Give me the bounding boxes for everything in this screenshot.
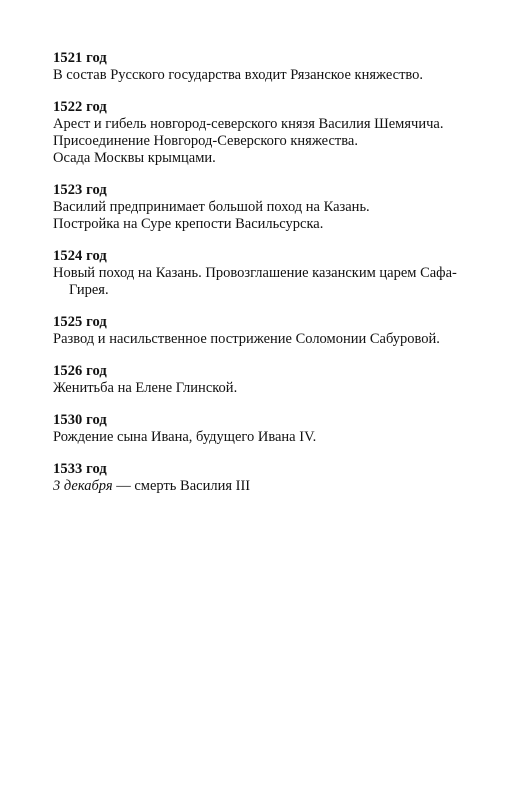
entry-text: Развод и насильственное пострижение Соломонии Сабуровой.: [53, 331, 440, 347]
chronology-list: [53, 50, 483, 510]
chronology-entry-1533: [53, 461, 483, 495]
entry-year: 1522 год: [53, 99, 107, 115]
entry-text: Арест и гибель новгород-северского князя Василия Шемячича.: [53, 116, 444, 132]
entry-text: В состав Русского государства входит Рязанское княжество.: [53, 67, 424, 83]
chronology-entry-1530: [53, 412, 483, 446]
entry-text: Женитьба на Елене Глинской.: [53, 380, 238, 396]
entry-year: 1526 год: [53, 363, 107, 379]
entry-text: Василий предпринимает большой поход на Казань.: [53, 199, 370, 215]
chronology-entry-1526: [53, 363, 483, 397]
entry-text: Присоединение Новгород-Северского княжества.: [53, 133, 358, 149]
chronology-entry-1525: [53, 314, 483, 348]
entry-year: 1530 год: [53, 412, 107, 428]
entry-year: 1521 год: [53, 50, 107, 66]
entry-year: 1533 год: [53, 461, 107, 477]
entry-text: Осада Москвы крымцами.: [53, 150, 216, 166]
entry-year: 1525 год: [53, 314, 107, 330]
chronology-entry-1524: [53, 248, 483, 299]
entry-event: — смерть Василия III: [112, 478, 251, 494]
entry-text: [53, 478, 483, 495]
chronology-entry-1523: [53, 182, 483, 233]
chronology-entry-1521: [53, 50, 483, 84]
entry-text: Новый поход на Казань. Провозглашение казанским царем Сафа-: [53, 265, 457, 281]
entry-text: Рождение сына Ивана, будущего Ивана IV.: [53, 429, 317, 445]
entry-date: 3 декабря: [53, 478, 113, 494]
entry-year: 1524 год: [53, 248, 107, 264]
entry-text-continuation: Гирея.: [69, 282, 109, 298]
entry-year: 1523 год: [53, 182, 107, 198]
entry-text: Постройка на Суре крепости Васильсурска.: [53, 216, 324, 232]
chronology-entry-1522: [53, 99, 483, 167]
